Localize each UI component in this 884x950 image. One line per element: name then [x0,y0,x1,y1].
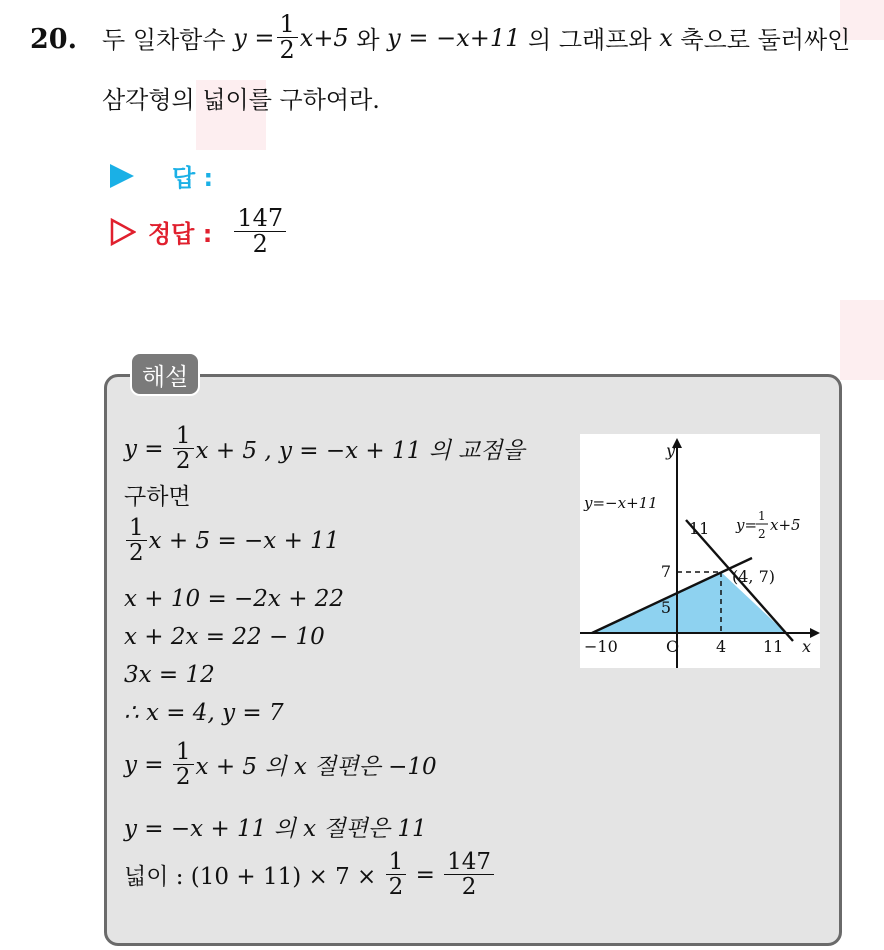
sol-l3-fraction [126,516,147,565]
x-tick-neg10: −10 [584,637,618,656]
answer-fraction [234,206,286,257]
sol-l10-fraction-1 [386,850,407,899]
question-prefix: 두 일차함수 [102,26,226,55]
intersection-label: (4, 7) [732,567,776,586]
y-axis-label: y [666,441,676,460]
answer-blank-row [110,158,213,193]
sol-l10-num1: 1 [386,850,407,875]
origin-label: O [666,637,680,656]
eq1-denominator: 2 [279,36,295,65]
explanation-tab: 해설 [130,352,200,396]
y-tick-11: 11 [689,519,710,538]
filled-triangle-icon [110,164,134,188]
solution-line-1 [124,424,525,473]
x-tick-11: 11 [763,637,784,656]
solution-line-6: 3x = 12 [124,662,215,688]
connector-2: 의 그래프와 [528,26,652,55]
x-tick-4: 4 [716,637,727,656]
x-axis-label: x [802,637,812,656]
solution-line-7: ∴ x = 4, y = 7 [124,700,284,726]
eq1-lhs: y = [233,23,275,52]
question-line-1 [102,12,850,63]
sol-l1-fraction [173,424,194,473]
sol-l1-den: 2 [175,448,191,475]
sol-l3-num: 1 [126,516,147,541]
answer-denominator: 2 [252,230,268,259]
sol-l1-lhs: y = [124,435,164,462]
axis-variable: x [659,23,673,52]
eq1-numerator: 1 [277,12,298,38]
connector-1: 와 [356,26,380,55]
solution-line-4: x + 10 = −2x + 22 [124,586,345,612]
outline-triangle-icon [110,218,136,246]
question-line-2: 삼각형의 넓이를 구하여라. [102,86,380,114]
graph-svg [580,434,820,668]
line2-label-prefix: y= [736,516,758,534]
y-tick-7: 7 [660,562,671,581]
eq1-fraction [277,12,298,63]
solution-line-9: y = −x + 11 의 x 절편은 11 [124,816,427,842]
sol-l8-num: 1 [173,740,194,765]
sol-l1-mid: x + 5 , y = −x + 11 의 교점을 [195,438,525,465]
sol-l8-den: 2 [175,764,191,791]
sol-l10-equals: = [415,861,435,888]
eq1-rest: x+5 [299,23,349,52]
watermark-block [840,300,884,380]
sol-l10-den1: 2 [388,874,404,901]
y-tick-5: 5 [660,598,671,617]
answer-blank-label: 답 : [172,164,214,192]
sol-l8-rest: x + 5 의 x 절편은 −10 [195,754,437,781]
sol-l10-prefix: 넓이 : (10 + 11) × 7 × [124,864,377,891]
solution-line-5: x + 2x = 22 − 10 [124,624,325,650]
eq2: y = −x+11 [387,23,521,52]
answer-numerator: 147 [234,206,286,232]
solution-line-8 [124,740,437,789]
answer-correct-row [110,206,288,257]
sol-l8-fraction [173,740,194,789]
question-suffix: 축으로 둘러싸인 [680,26,851,55]
x-axis-arrow-icon [810,628,820,638]
line2-label-den: 2 [758,527,766,541]
sol-l3-rest: x + 5 = −x + 11 [148,527,340,554]
line1-label: y=−x+11 [584,494,658,512]
sol-l8-lhs: y = [124,751,164,778]
sol-l1-num: 1 [173,424,194,449]
sol-l10-den2: 2 [461,874,477,901]
graph-figure [580,434,820,668]
line2-label-suffix: x+5 [770,516,801,534]
answer-correct-label: 정답 : [148,220,213,249]
line2-label-num: 1 [758,509,766,523]
question-number: 20. [30,24,77,55]
solution-line-3 [124,516,339,565]
solution-line-10 [124,850,496,899]
solution-line-2: 구하면 [124,484,191,510]
sol-l10-fraction-2 [444,850,494,899]
sol-l10-num2: 147 [444,850,494,875]
sol-l3-den: 2 [129,540,144,567]
